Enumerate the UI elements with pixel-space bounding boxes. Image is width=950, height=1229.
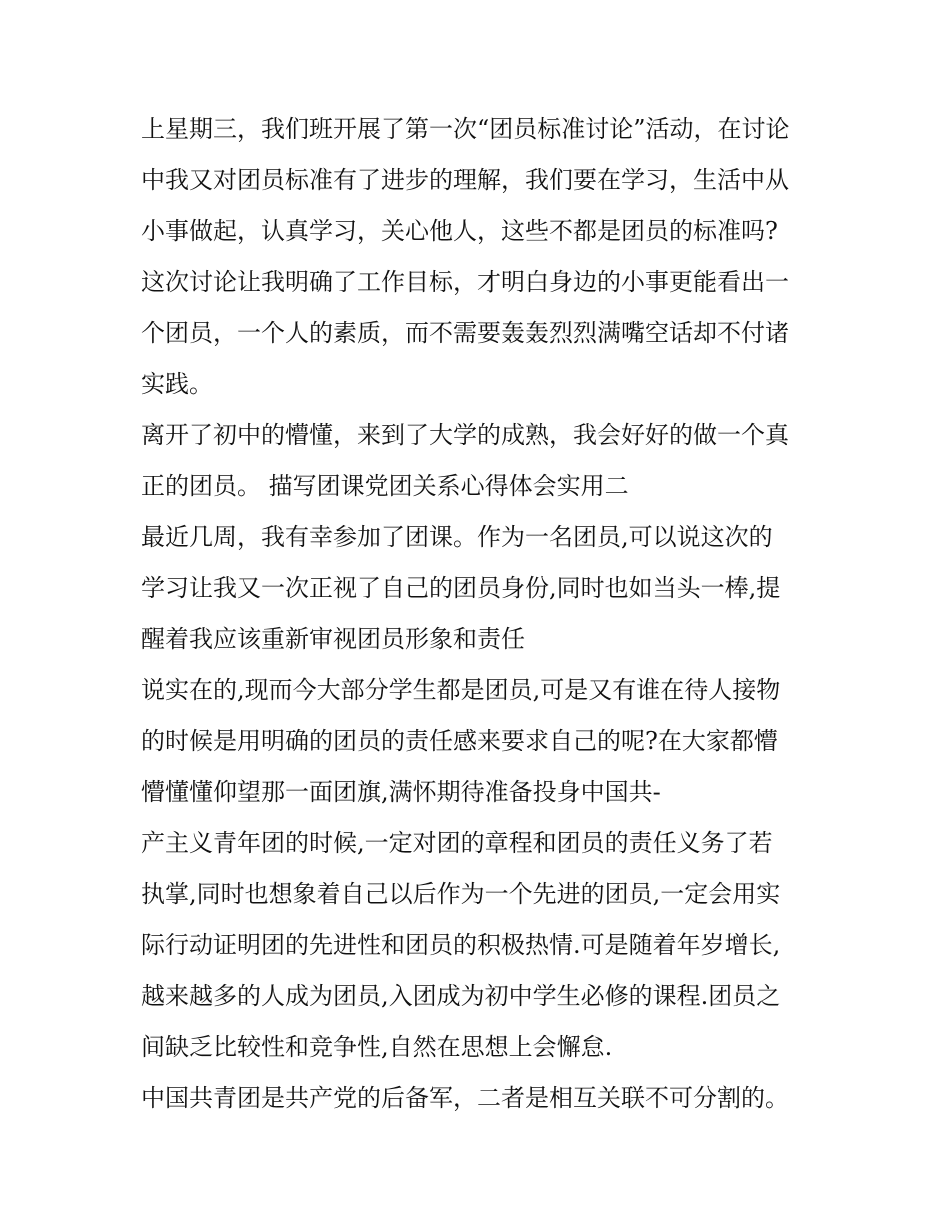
text-line-18: 越来越多的人成为团员,入团成为初中学生必修的课程.团员之 [141,982,781,1010]
text-line-20: 中国共青团是共产党的后备军，二者是相互关联不可分割的。 [141,1084,789,1112]
text-line-11: 醒着我应该重新审视团员形象和责任 [141,625,525,653]
text-line-13: 的时候是用明确的团员的责任感来要求自己的呢?在大家都懵 [141,727,778,755]
text-line-7: 离开了初中的懵懂，来到了大学的成熟，我会好好的做一个真 [141,421,789,449]
text-line-9: 最近几周，我有幸参加了团课。作为一名团员,可以说这次的 [141,523,773,551]
text-line-17: 际行动证明团的先进性和团员的积极热情.可是随着年岁增长, [141,931,781,959]
text-line-10: 学习让我又一次正视了自己的团员身份,同时也如当头一棒,提 [141,574,781,602]
text-line-4: 这次讨论让我明确了工作目标，才明白身边的小事更能看出一 [141,268,789,296]
document-body [141,104,821,1124]
text-line-16: 执掌,同时也想象着自己以后作为一个先进的团员,一定会用实 [141,880,781,908]
text-line-1: 上星期三，我们班开展了第一次“团员标准讨论”活动，在讨论 [141,115,790,143]
text-line-14: 懵懂懂仰望那一面团旗,满怀期待准备投身中国共- [141,778,661,806]
text-line-12: 说实在的,现而今大部分学生都是团员,可是又有谁在待人接物 [141,676,781,704]
text-line-6: 实践。 [141,370,213,398]
text-line-15: 产主义青年团的时候,一定对团的章程和团员的责任义务了若 [141,829,773,857]
text-line-3: 小事做起，认真学习，关心他人，这些不都是团员的标准吗? [141,217,778,245]
text-line-19: 间缺乏比较性和竞争性,自然在思想上会懈怠. [141,1033,613,1061]
text-line-2: 中我又对团员标准有了进步的理解，我们要在学习，生活中从 [141,166,789,194]
text-line-8: 正的团员。 描写团课党团关系心得体会实用二 [141,472,629,500]
text-line-5: 个团员，一个人的素质，而不需要轰轰烈烈满嘴空话却不付诸 [141,319,789,347]
